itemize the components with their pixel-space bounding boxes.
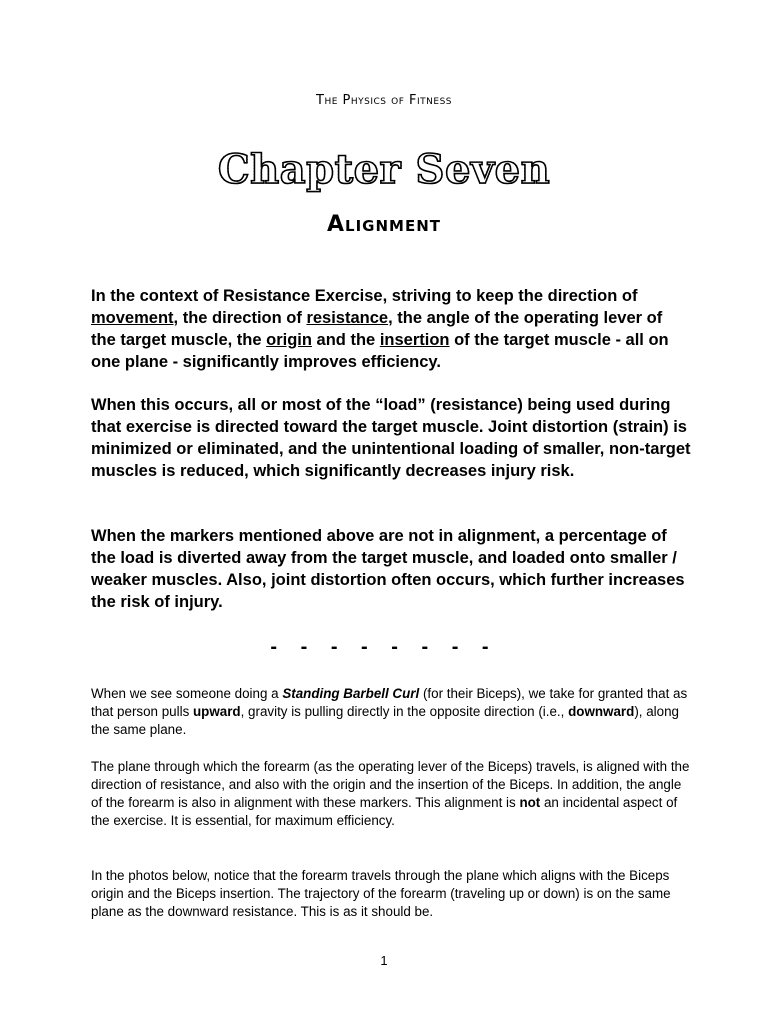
term-origin: origin [266, 331, 312, 349]
chapter-title: Chapter Seven [0, 146, 768, 193]
text-run: and the [311, 331, 380, 349]
term-insertion: insertion [379, 331, 450, 349]
exercise-name: Standing Barbell Curl [282, 686, 420, 701]
text-run: of the target muscle - all on one plane - significantly improves efficiency. [91, 331, 669, 371]
text-run: , the angle of the operating lever of the target muscle, the [91, 309, 663, 349]
page-number: 1 [380, 953, 388, 968]
intro-paragraph-3: When the markers mentioned above are not in alignment, a percentage of the load is diverted away from the target muscle, and loaded onto smaller / weaker muscles. Also, joint distortion often occurs, which further increases the risk of injury. [91, 527, 685, 611]
section-separator: - - - - - - - - [270, 636, 498, 658]
text-run: (for their Biceps), we take for granted that as that person pulls [91, 686, 688, 719]
body-paragraph-3: In the photos below, notice that the forearm travels through the plane which aligns with the Biceps origin and the Biceps insertion. The trajectory of the forearm (traveling up or down) is on the same plane as the downward resistance. This is as it should be. [91, 868, 671, 919]
body-paragraph-2 [91, 758, 691, 830]
text-run: ), along the same plane. [91, 704, 679, 737]
intro-paragraph-2: When this occurs, all or most of the “load” (resistance) being used during that exercise is directed toward the target muscle. Joint distortion (strain) is minimized or eliminated, and the unintentional loading of smaller, non-target muscles is reduced, which significantly decreases injury risk. [91, 396, 691, 480]
running-head: The Physics of Fitness [316, 93, 452, 108]
text-run: an incidental aspect of the exercise. It is essential, for maximum efficiency. [91, 795, 678, 828]
emphasis-downward: downward [568, 704, 635, 719]
emphasis-upward: upward [192, 704, 241, 719]
text-run: In the context of Resistance Exercise, striving to keep the direction of [91, 287, 638, 305]
body-paragraph-1 [91, 685, 691, 739]
term-resistance: resistance [306, 309, 389, 327]
text-run: , the direction of [173, 309, 307, 327]
text-run: , gravity is pulling directly in the opposite direction (i.e., [240, 704, 569, 719]
term-movement: movement [91, 309, 174, 327]
intro-paragraph-1 [91, 285, 691, 373]
emphasis-not: not [519, 795, 541, 810]
chapter-subtitle: Alignment [327, 212, 441, 237]
text-run: The plane through which the forearm (as the operating lever of the Biceps) travels, is aligned with the direction of resistance, and also with the origin and the insertion of the Biceps. In addition, the angle of the forearm is also in alignment with these markers. This alignment is [91, 759, 690, 810]
text-run: When we see someone doing a [91, 686, 283, 701]
